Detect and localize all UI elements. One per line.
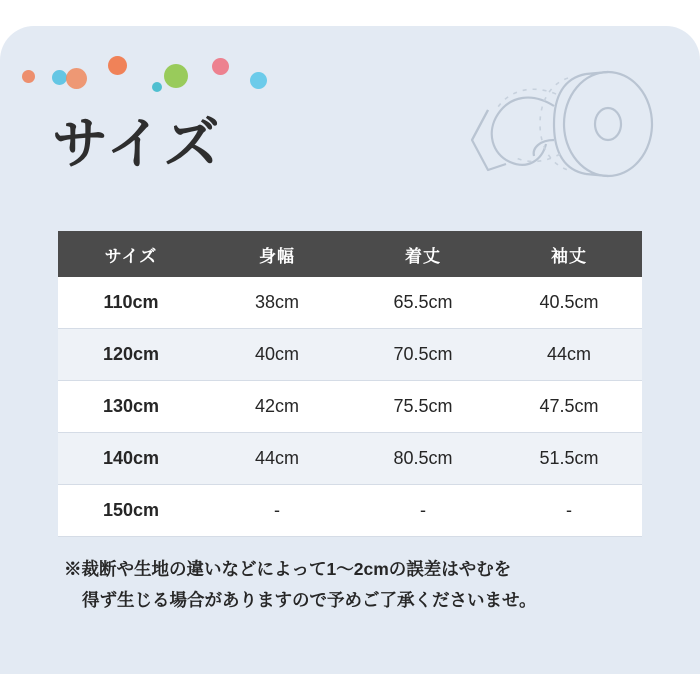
cell-size: 150cm: [58, 485, 204, 537]
dot-teal-dot: [152, 82, 162, 92]
disclaimer-note: [64, 554, 644, 615]
table-header-row: [58, 231, 642, 277]
cell-size: 130cm: [58, 381, 204, 433]
cell-sleeve: 40.5cm: [496, 277, 642, 329]
size-table-wrapper: [58, 231, 642, 537]
tape-measure-icon: [436, 44, 666, 204]
cell-size: 120cm: [58, 329, 204, 381]
cell-length: 75.5cm: [350, 381, 496, 433]
column-header-length: 着丈: [350, 231, 496, 277]
cell-size: 140cm: [58, 433, 204, 485]
column-header-chest-width: 身幅: [204, 231, 350, 277]
table-row: [58, 381, 642, 433]
cell-length: 70.5cm: [350, 329, 496, 381]
note-line-1: ※裁断や生地の違いなどによって1〜2cmの誤差はやむを: [64, 559, 512, 579]
note-line-2: 得ず生じる場合がありますので予めご了承くださいませ。: [82, 589, 537, 610]
size-table-head: [58, 231, 642, 277]
cell-length: 80.5cm: [350, 433, 496, 485]
dot-pink-medium: [212, 58, 229, 75]
dot-orange-small: [22, 70, 35, 83]
cell-chest-width: 38cm: [204, 277, 350, 329]
cell-chest-width: -: [204, 485, 350, 537]
dot-blue-small: [52, 70, 67, 85]
table-row: [58, 277, 642, 329]
page-title: サイズ: [52, 112, 222, 175]
table-row: [58, 329, 642, 381]
cell-chest-width: 44cm: [204, 433, 350, 485]
cell-length: 65.5cm: [350, 277, 496, 329]
cell-sleeve: 51.5cm: [496, 433, 642, 485]
content-panel: [0, 26, 700, 674]
dot-green-large: [164, 64, 188, 88]
cell-chest-width: 42cm: [204, 381, 350, 433]
size-table-body: [58, 277, 642, 537]
dot-orange-large: [108, 56, 127, 75]
cell-size: 110cm: [58, 277, 204, 329]
cell-chest-width: 40cm: [204, 329, 350, 381]
cell-sleeve: -: [496, 485, 642, 537]
column-header-sleeve: 袖丈: [496, 231, 642, 277]
size-table: [58, 231, 642, 537]
dot-orange-medium: [66, 68, 87, 89]
cell-length: -: [350, 485, 496, 537]
table-row: [58, 433, 642, 485]
table-row: [58, 485, 642, 537]
cell-sleeve: 44cm: [496, 329, 642, 381]
dot-cyan-medium: [250, 72, 267, 89]
column-header-size: サイズ: [58, 231, 204, 277]
cell-sleeve: 47.5cm: [496, 381, 642, 433]
